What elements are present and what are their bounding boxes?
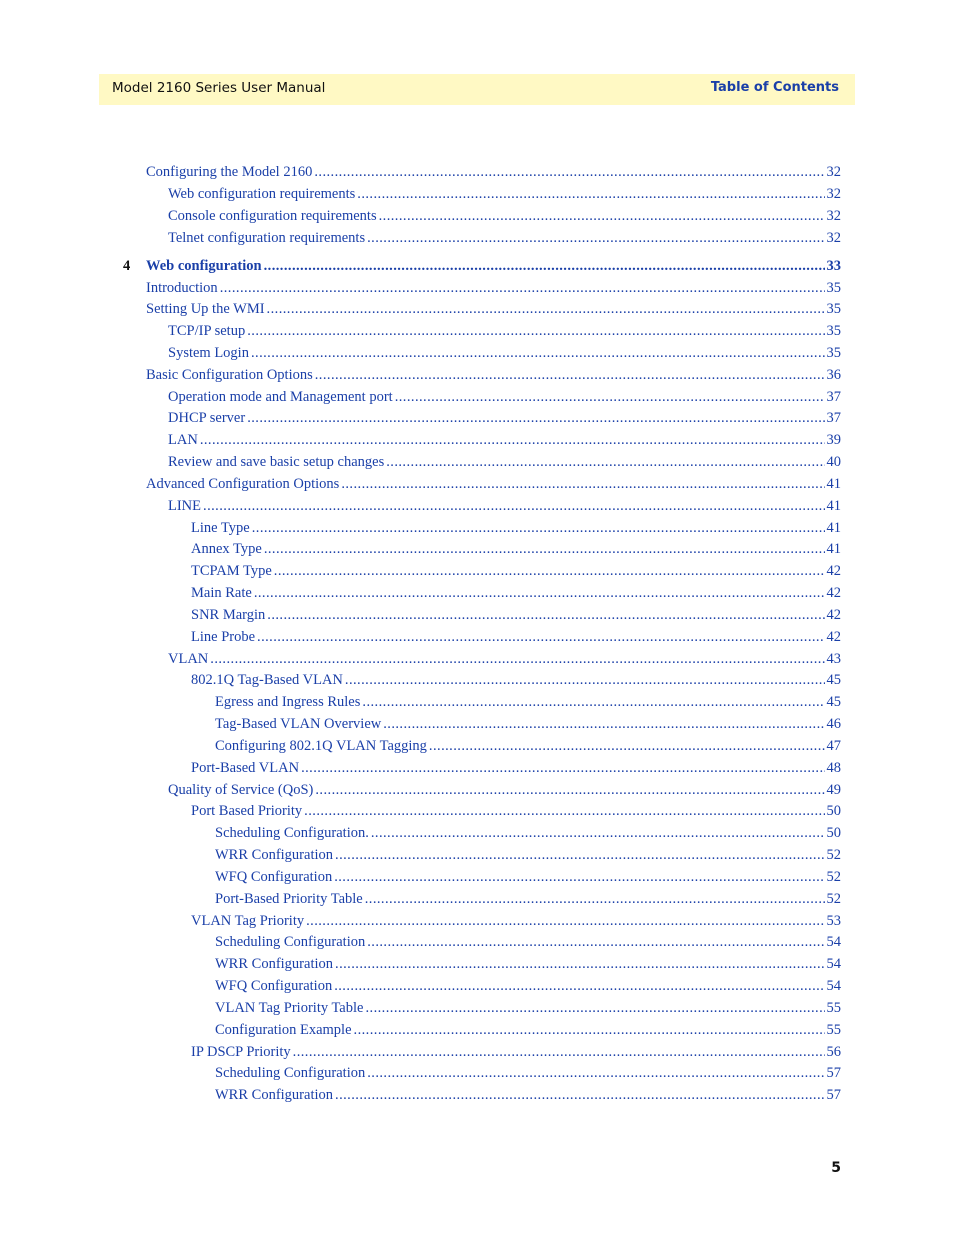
dot-leader — [314, 164, 824, 181]
toc-entry-title: Operation mode and Management port — [168, 389, 393, 405]
toc-entry[interactable] — [168, 230, 841, 250]
toc-entry[interactable] — [168, 345, 841, 365]
toc-entry[interactable] — [146, 476, 841, 496]
dot-leader — [264, 541, 825, 558]
toc-entry-page: 54 — [826, 978, 841, 994]
toc-entry-title: Egress and Ingress Rules — [215, 694, 361, 710]
toc-entry[interactable] — [215, 825, 841, 845]
toc-entry-page: 53 — [826, 913, 841, 929]
toc-entry[interactable] — [168, 208, 841, 228]
toc-entry[interactable] — [215, 738, 841, 758]
toc-entry-title: VLAN Tag Priority — [191, 913, 305, 929]
dot-leader — [334, 869, 824, 886]
toc-entry-page: 42 — [826, 563, 841, 579]
dot-leader — [357, 186, 824, 203]
toc-entry-page: 52 — [826, 847, 841, 863]
toc-entry-page: 32 — [826, 186, 841, 202]
dot-leader — [367, 1065, 824, 1082]
toc-entry-title: LINE — [168, 498, 202, 514]
toc-entry-title: WFQ Configuration — [215, 978, 333, 994]
toc-entry-title: 802.1Q Tag-Based VLAN — [191, 672, 343, 688]
dot-leader — [367, 934, 824, 951]
toc-entry[interactable] — [191, 672, 841, 692]
dot-leader — [301, 760, 824, 777]
toc-entry[interactable] — [215, 847, 841, 867]
dot-leader — [304, 803, 824, 820]
toc-entry-page: 37 — [826, 389, 841, 405]
toc-entry-page: 54 — [826, 956, 841, 972]
toc-entry[interactable] — [215, 1000, 841, 1020]
dot-leader — [210, 651, 824, 668]
toc-entry[interactable] — [215, 978, 841, 998]
toc-entry-page: 42 — [826, 585, 841, 601]
dot-leader — [354, 1022, 825, 1039]
page-header — [99, 74, 855, 105]
page-number: 5 — [831, 1160, 841, 1176]
dot-leader — [335, 1087, 824, 1104]
toc-entry-title: DHCP server — [168, 410, 246, 426]
toc-entry-page: 35 — [826, 301, 841, 317]
dot-leader — [220, 280, 825, 297]
dot-leader — [267, 607, 824, 624]
dot-leader — [379, 208, 825, 225]
toc-entry[interactable] — [168, 323, 841, 343]
toc-entry[interactable] — [191, 585, 841, 605]
toc-entry-page: 43 — [826, 651, 841, 667]
toc-entry-page: 52 — [826, 869, 841, 885]
dot-leader — [365, 1000, 824, 1017]
toc-entry-page: 46 — [826, 716, 841, 732]
toc-entry-page: 55 — [826, 1022, 841, 1038]
toc-entry-page: 55 — [826, 1000, 841, 1016]
toc-entry-page: 33 — [826, 258, 841, 274]
dot-leader — [200, 432, 825, 449]
dot-leader — [341, 476, 824, 493]
dot-leader — [247, 410, 824, 427]
toc-entry[interactable] — [191, 520, 841, 540]
dot-leader — [345, 672, 825, 689]
dot-leader — [335, 847, 824, 864]
dot-leader — [386, 454, 824, 471]
toc-entry-page: 36 — [826, 367, 841, 383]
dot-leader — [395, 389, 825, 406]
dot-leader — [257, 629, 824, 646]
dot-leader — [293, 1044, 825, 1061]
dot-leader — [371, 825, 825, 842]
toc-entry[interactable] — [215, 716, 841, 736]
toc-entry-page: 50 — [826, 803, 841, 819]
toc-entry[interactable] — [168, 389, 841, 409]
toc-entry[interactable] — [191, 760, 841, 780]
toc-entry-page: 37 — [826, 410, 841, 426]
dot-leader — [251, 345, 825, 362]
toc-entry-title: Line Probe — [191, 629, 256, 645]
dot-leader — [315, 782, 824, 799]
toc-entry-page: 35 — [826, 280, 841, 296]
toc-entry-title: Quality of Service (QoS) — [168, 782, 314, 798]
toc-entry-title: Port-Based Priority Table — [215, 891, 363, 907]
toc-entry-title: LAN — [168, 432, 198, 448]
toc-entry[interactable] — [191, 607, 841, 627]
toc-entry[interactable] — [168, 454, 841, 474]
toc-entry[interactable] — [191, 803, 841, 823]
toc-entry-page: 57 — [826, 1065, 841, 1081]
toc-entry-title: IP DSCP Priority — [191, 1044, 291, 1060]
toc-entry-page: 49 — [826, 782, 841, 798]
toc-entry-page: 41 — [826, 498, 841, 514]
dot-leader — [383, 716, 824, 733]
toc-entry-title: Scheduling Configuration — [215, 1065, 366, 1081]
toc-entry-page: 41 — [826, 520, 841, 536]
dot-leader — [254, 585, 825, 602]
toc-entry-title: TCPAM Type — [191, 563, 272, 579]
toc-entry-page: 52 — [826, 891, 841, 907]
toc-entry-title: TCP/IP setup — [168, 323, 246, 339]
toc-entry-page: 41 — [826, 541, 841, 557]
toc-entry[interactable] — [168, 782, 841, 802]
toc-entry-title: Console configuration requirements — [168, 208, 377, 224]
toc-chapter-entry[interactable] — [146, 258, 841, 278]
toc-entry[interactable] — [215, 1087, 841, 1107]
toc-entry-page: 47 — [826, 738, 841, 754]
toc-entry-title: Web configuration — [146, 258, 262, 274]
toc-entry-page: 35 — [826, 345, 841, 361]
manual-title: Model 2160 Series User Manual — [112, 80, 326, 96]
toc-entry-title: Port Based Priority — [191, 803, 303, 819]
toc-entry-title: Scheduling Configuration. — [215, 825, 369, 841]
toc-entry-page: 50 — [826, 825, 841, 841]
toc-entry-page: 45 — [826, 694, 841, 710]
toc-entry-page: 40 — [826, 454, 841, 470]
toc-entry[interactable] — [191, 913, 841, 933]
toc-entry[interactable] — [215, 1065, 841, 1085]
toc-entry-page: 32 — [826, 230, 841, 246]
toc-entry-title: Main Rate — [191, 585, 252, 601]
toc-entry[interactable] — [168, 186, 841, 206]
toc-entry-page: 39 — [826, 432, 841, 448]
dot-leader — [306, 913, 824, 930]
toc-entry-page: 41 — [826, 476, 841, 492]
dot-leader — [362, 694, 824, 711]
toc-entry[interactable] — [215, 1022, 841, 1042]
toc-entry-title: Port-Based VLAN — [191, 760, 300, 776]
toc-entry[interactable] — [146, 280, 841, 300]
dot-leader — [365, 891, 825, 908]
toc-entry-page: 57 — [826, 1087, 841, 1103]
toc-entry-page: 42 — [826, 607, 841, 623]
dot-leader — [274, 563, 825, 580]
toc-entry-page: 32 — [826, 208, 841, 224]
toc-entry-page: 56 — [826, 1044, 841, 1060]
toc-entry-title: VLAN Tag Priority Table — [215, 1000, 364, 1016]
toc-entry[interactable] — [168, 432, 841, 452]
toc-entry-title: Configuring the Model 2160 — [146, 164, 313, 180]
toc-entry-title: Setting Up the WMI — [146, 301, 265, 317]
dot-leader — [247, 323, 824, 340]
dot-leader — [367, 230, 824, 247]
toc-entry-title: WRR Configuration — [215, 1087, 334, 1103]
toc-entry-title: Annex Type — [191, 541, 262, 557]
toc-entry-title: WRR Configuration — [215, 956, 334, 972]
toc-entry[interactable] — [168, 410, 841, 430]
toc-entry[interactable] — [168, 651, 841, 671]
toc-entry-title: SNR Margin — [191, 607, 266, 623]
toc-entry-page: 45 — [826, 672, 841, 688]
dot-leader — [267, 301, 825, 318]
toc-entry[interactable] — [215, 869, 841, 889]
dot-leader — [334, 978, 824, 995]
toc-entry[interactable] — [215, 694, 841, 714]
toc-entry-title: Introduction — [146, 280, 218, 296]
dot-leader — [429, 738, 825, 755]
toc-entry-page: 35 — [826, 323, 841, 339]
toc-entry[interactable] — [146, 367, 841, 387]
toc-entry-page: 32 — [826, 164, 841, 180]
toc-entry-title: Telnet configuration requirements — [168, 230, 366, 246]
section-title[interactable]: Table of Contents — [710, 80, 839, 95]
dot-leader — [315, 367, 825, 384]
toc-entry[interactable] — [191, 541, 841, 561]
toc-entry-title: Web configuration requirements — [168, 186, 356, 202]
dot-leader — [335, 956, 824, 973]
toc-entry-title: Configuration Example — [215, 1022, 352, 1038]
toc-entry-title: Review and save basic setup changes — [168, 454, 385, 470]
toc-entry-title: Advanced Configuration Options — [146, 476, 340, 492]
toc-entry[interactable] — [146, 301, 841, 321]
toc-entry-page: 54 — [826, 934, 841, 950]
toc-entry-title: WFQ Configuration — [215, 869, 333, 885]
toc-entry-title: Configuring 802.1Q VLAN Tagging — [215, 738, 427, 754]
toc-entry-title: Scheduling Configuration — [215, 934, 366, 950]
toc-entry-title: VLAN — [168, 651, 209, 667]
toc-entry[interactable] — [215, 891, 841, 911]
toc-entry-title: Line Type — [191, 520, 250, 536]
toc-entry-title: Tag-Based VLAN Overview — [215, 716, 382, 732]
chapter-number: 4 — [123, 258, 131, 274]
toc-entry[interactable] — [191, 629, 841, 649]
toc-entry[interactable] — [215, 956, 841, 976]
toc-entry-title: Basic Configuration Options — [146, 367, 313, 383]
toc-entry[interactable] — [168, 498, 841, 518]
toc-entry[interactable] — [191, 563, 841, 583]
toc-entry-page: 42 — [826, 629, 841, 645]
dot-leader — [252, 520, 825, 537]
dot-leader — [264, 258, 825, 275]
toc-entry[interactable] — [146, 164, 841, 184]
toc-entry-title: WRR Configuration — [215, 847, 334, 863]
dot-leader — [203, 498, 824, 515]
toc-entry[interactable] — [215, 934, 841, 954]
toc-entry-title: System Login — [168, 345, 249, 361]
toc-entry[interactable] — [191, 1044, 841, 1064]
toc-entry-page: 48 — [826, 760, 841, 776]
